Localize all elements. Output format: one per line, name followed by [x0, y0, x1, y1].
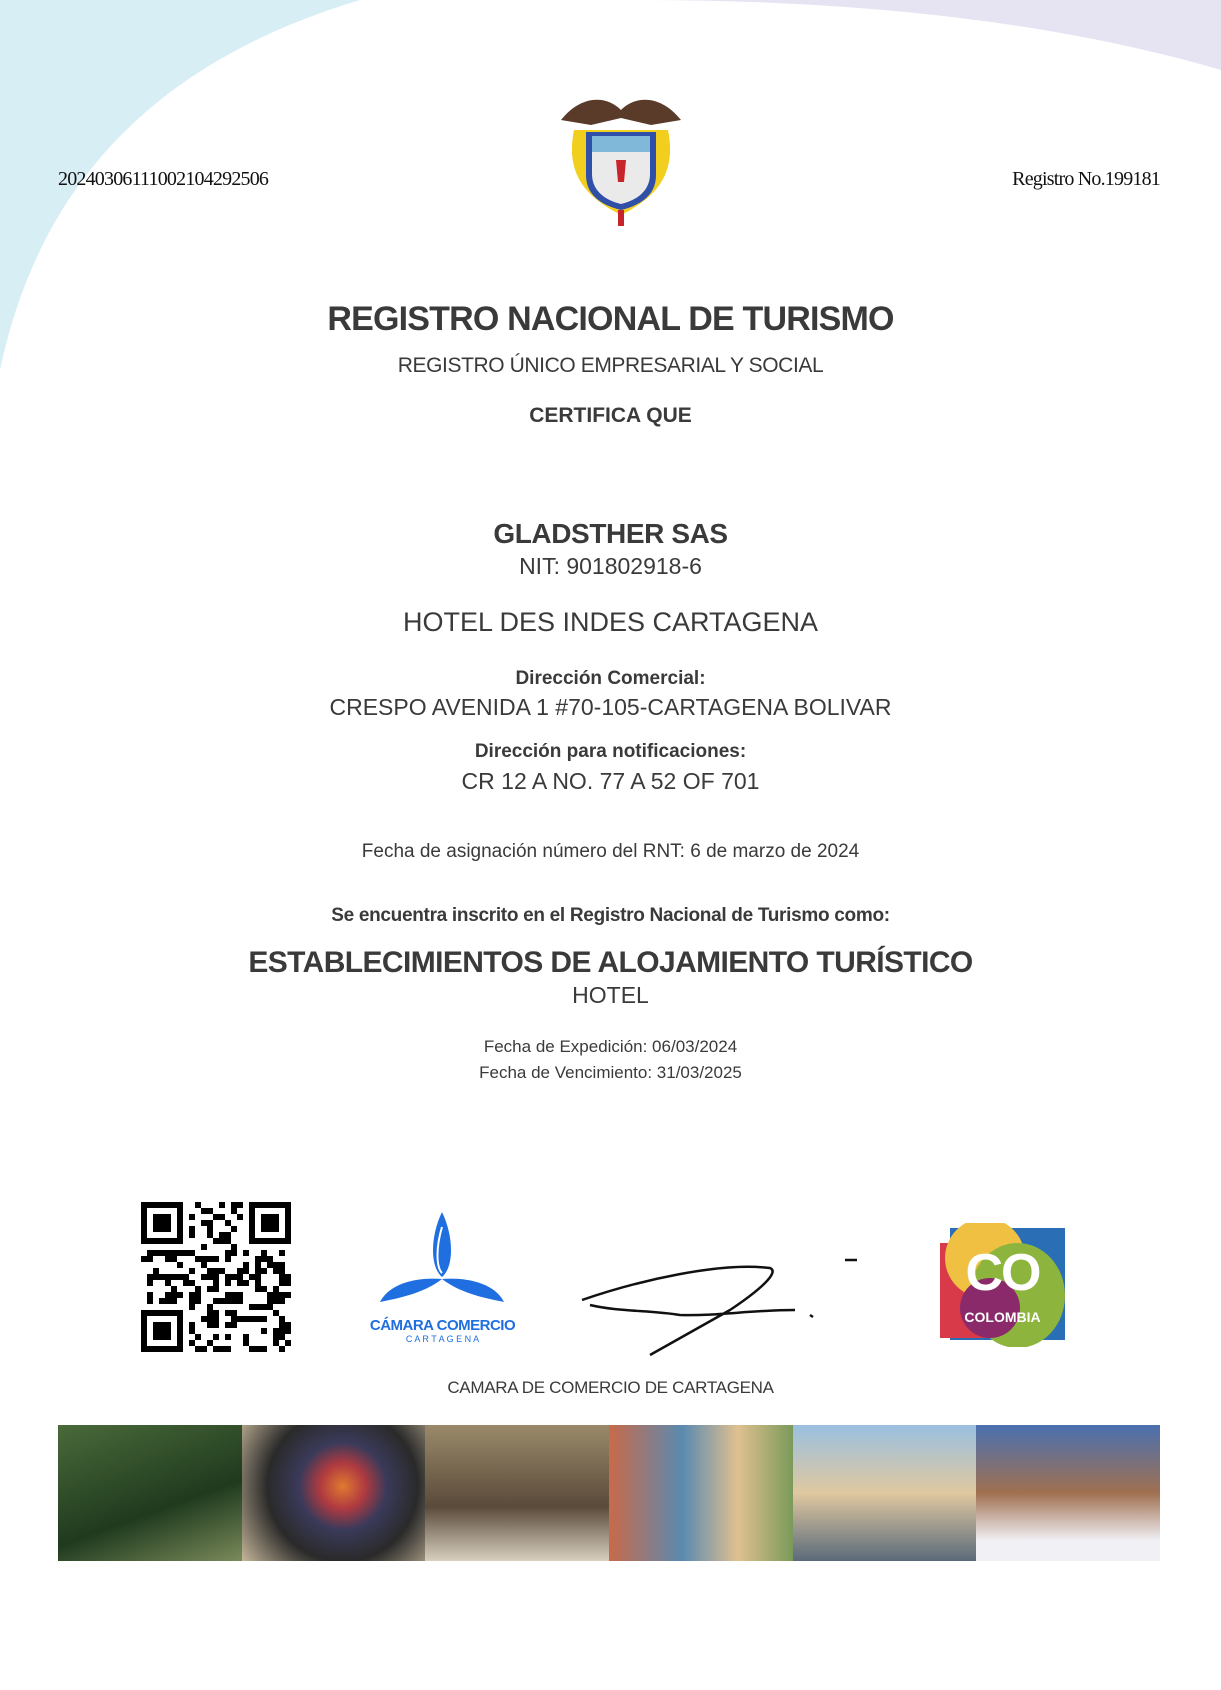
commercial-address: CRESPO AVENIDA 1 #70-105-CARTAGENA BOLIVAR: [329, 694, 892, 720]
commercial-address-label: Dirección Comercial:: [515, 668, 706, 689]
notification-address: CR 12 A NO. 77 A 52 OF 701: [461, 768, 760, 794]
camara-comercio-logo: [360, 1207, 525, 1347]
document-title: REGISTRO NACIONAL DE TURISMO: [327, 300, 894, 338]
certifica-heading: CERTIFICA QUE: [529, 404, 692, 427]
document-subtitle: REGISTRO ÚNICO EMPRESARIAL Y SOCIAL: [397, 354, 824, 377]
issue-date: Fecha de Expedición: 06/03/2024: [483, 1037, 738, 1056]
colombia-brand-logo: [940, 1223, 1065, 1347]
camara-comercio-icon: [360, 1207, 525, 1312]
establishment-name: HOTEL DES INDES CARTAGENA: [402, 607, 819, 637]
photo-rock-formation: [976, 1425, 1160, 1561]
tourism-photo-strip: [58, 1425, 1160, 1561]
inscrito-text: Se encuentra inscrito en el Registro Nacional de Turismo como:: [331, 905, 890, 926]
photo-forest: [58, 1425, 242, 1561]
expiry-date: Fecha de Vencimiento: 31/03/2025: [479, 1063, 742, 1082]
signer-name: CAMARA DE COMERCIO DE CARTAGENA: [447, 1378, 774, 1397]
subcategory: HOTEL: [572, 982, 649, 1008]
document-code: 20240306111002104292506: [58, 168, 269, 190]
photo-cartagena-building: [793, 1425, 977, 1561]
notification-address-label: Dirección para notificaciones:: [474, 741, 747, 762]
photo-musician: [425, 1425, 609, 1561]
colombia-text: COLOMBIA: [964, 1309, 1041, 1325]
photo-condor: [242, 1425, 426, 1561]
co-text: CO: [965, 1244, 1040, 1302]
category: ESTABLECIMIENTOS DE ALOJAMIENTO TURÍSTICO: [248, 946, 973, 979]
company-nit: NIT: 901802918-6: [519, 553, 702, 579]
camara-logo-line2: C A R T A G E N A: [405, 1334, 480, 1344]
rnt-assignment-date: Fecha de asignación número del RNT: 6 de marzo de 2024: [361, 841, 860, 862]
camara-logo-line1: CÁMARA COMERCIO: [369, 1317, 516, 1334]
photo-colonial-street: [609, 1425, 793, 1561]
signature: [580, 1250, 870, 1360]
registro-number: Registro No.199181: [1012, 168, 1160, 190]
company-name: GLADSTHER SAS: [493, 518, 728, 549]
qr-code[interactable]: [141, 1202, 291, 1352]
colombia-coat-of-arms-icon: [556, 90, 686, 226]
